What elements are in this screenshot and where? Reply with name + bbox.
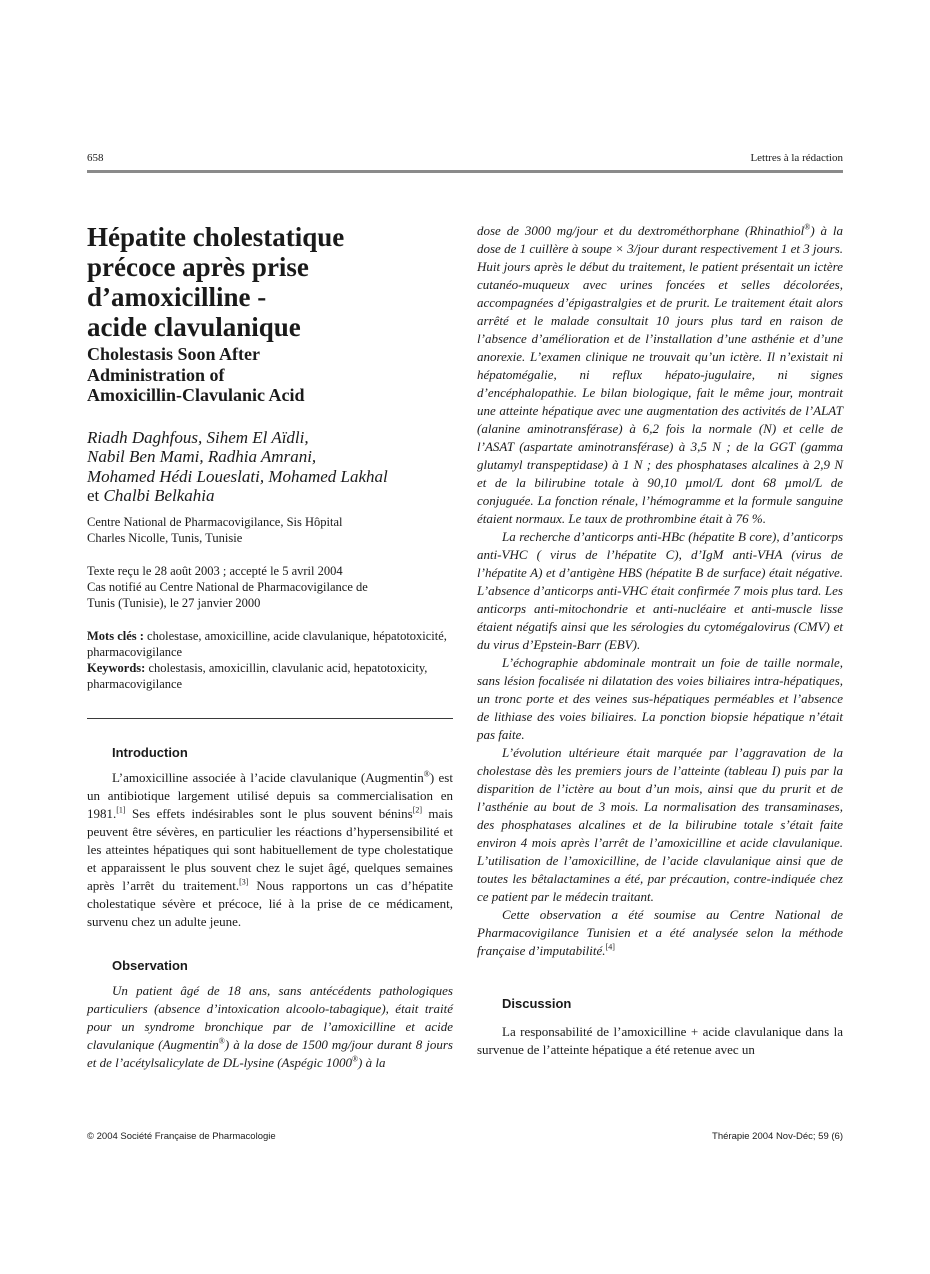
running-head: Lettres à la rédaction [750,152,843,164]
introduction-paragraph [87,769,453,931]
observation-text-right [477,222,843,960]
copyright-footer: © 2004 Société Française de Pharmacologie [87,1131,276,1142]
heading-observation: Observation [112,957,188,973]
author-line: Riadh Daghfous, Sihem El Aïdli, [87,427,309,447]
text-run: dose de 3000 mg/jour et du dextrométhorphane (Rhinathiol [477,223,805,238]
affiliation-line: Centre National de Pharmacovigilance, Sis Hôpital [87,514,343,529]
citation-ref[interactable]: [4] [605,942,615,952]
text-run: ) à la dose de 1500 mg/jour durant 8 jours et de l’acétylsalicylate de DL-lysine (Aspégic 1000 [87,1036,453,1070]
registered-mark: ® [423,769,430,779]
title-en-line: Administration of [87,364,225,385]
observation-paragraph-continued [477,222,843,528]
article-title-fr [87,222,453,342]
received-line: Texte reçu le 28 août 2003 ; accepté le 5 avril 2004 [87,563,343,578]
keywords-block [87,628,453,692]
received-line: Tunis (Tunisie), le 27 janvier 2000 [87,595,261,610]
affiliation [87,514,453,546]
observation-paragraph: L’évolution ultérieure était marquée par l’aggravation de la cholestase dès les premiers jours de l’atteinte (tableau I) puis par la disparition de l’ictère au bout d’un mois, ainsi que du prurit et de l’asthénie au bout de 3 mois. La normalisation des transaminases, des phosphatases alcalines et de la bilirubine totale s’était faite environ 4 mois après l’arrêt de l’amoxicilline et acide clavulanique. L’utilisation de l’amoxicilline, de l’acide clavulanique ainsi que de toutes les bêtalactamines a été, par précaution, contre-indiquée chez ce patient par le médecin traitant. [477,745,843,904]
right-column [477,222,843,1059]
section-divider [87,718,453,719]
received-line: Cas notifié au Centre National de Pharmacovigilance de [87,579,368,594]
text-run: Un patient âgé de 18 ans, sans antécédents pathologiques particuliers (absence d’intoxication alcoolo-tabagique), était traité pour un syndrome bronchique par de l’amoxicilline et acide clavulanique (Augmentin [87,982,453,1052]
citation-ref[interactable]: [3] [239,877,249,887]
keywords-en [87,660,453,692]
citation-ref[interactable]: [2] [412,805,423,815]
text-run: mais peuvent être sévères, en particulier les réactions d’hypersensibilité et les atteintes hépatiques qui sont habituellement de type cholestatique et apparaissent le plus souvent chez le sujet âgé, quelques semaines après l’arrêt du traitement. [87,805,453,893]
heading-discussion: Discussion [502,996,572,1011]
observation-paragraph [87,982,453,1072]
registered-mark: ® [351,1054,359,1064]
observation-paragraph: La recherche d’anticorps anti-HBc (hépatite B core), d’anticorps anti-VHC ( virus de l’hépatite C), d’IgM anti-VHA (virus de l’hépatite A) et d’antigène HBS (hépatite B de surface) était négative. L’absence d’anticorps anti-VHC était confirmée 7 mois plus tard. Les anticorps anti-mitochondrie et anti-nucléaire et anti-muscle lisse étaient négatifs ainsi que les sérologies du cytomégalovirus (CMV) et du virus d’Epstein-Barr (EBV). [477,529,843,652]
affiliation-line: Charles Nicolle, Tunis, Tunisie [87,530,243,545]
author-line: Nabil Ben Mami, Radhia Amrani, [87,447,317,466]
author-conjunction: et [87,486,100,505]
title-en-line: Amoxicillin-Clavulanic Acid [87,385,305,405]
title-fr-line: acide clavulanique [87,312,301,342]
left-column [87,222,453,1072]
discussion-text [477,1023,843,1059]
discussion-paragraph: La responsabilité de l’amoxicilline + acide clavulanique dans la survenue de l’atteinte hépatique a été retenue avec un [477,1024,843,1057]
observation-paragraph: L’échographie abdominale montrait un foie de taille normale, sans lésion focalisée ni dilatation des voies biliaires intra-hépatiques, un tronc porte et des veines sus-hépatiques perméables et l’absence de lithiase des voies biliaires. La ponction biopsie hépatique n’était pas faite. [477,655,843,742]
text-run: ) à la dose de 1 cuillère à soupe × 3/jour durant respectivement 1 et 3 jours. Huit jours après le début du traitement, le patient présentait un ictère cutanéo-muqueux avec urines foncées et selles décolorées, accompagnées d’épigastralgies et de prurit. Le traitement était alors arrêté et le malade consultait 10 jours plus tard en raison de l’absence d’amélioration et de l’installation d’une asthénie et d’une anorexie. L’examen clinique ne trouvait qu’un ictère. Il n’existait ni hépatomégalie, ni reflux hépato-jugulaire, ni signes d’encéphalopathie. Le bilan biologique, fait le même jour, montrait une atteinte hépatique avec une augmentation des activités de l’ALAT (alanine aminotransférase) à 6,2 fois la normale (N) et celle de l’ASAT (aspartate aminotransférase) à 3,5 N ; de la GGT (gamma glutamyl transpeptidase) à 1 N ; des phosphatases alcalines à 2,9 N et de la bilirubine totale à 90,10 µmol/L dont 68 µmol/L de conjuguée. La fonction rénale, l’hémogramme et la formule sanguine étaient normaux. Le taux de prothrombine était à 76 %. [477,223,843,526]
text-run: ) est un antibiotique largement utilisé depuis sa commercialisation en 1981. [87,769,453,821]
author-last: Chalbi Belkahia [103,486,215,505]
article-title-en [87,344,453,406]
title-fr-line: précoce après prise [87,252,309,282]
text-run: ) à la [358,1054,386,1070]
header-rule [87,170,843,173]
title-fr-line: d’amoxicilline - [87,282,267,312]
title-en-line: Cholestasis Soon After [87,344,261,364]
keywords-en-label: Keywords: [87,660,146,675]
observation-paragraph [477,906,843,960]
keywords-fr-text: cholestase, amoxicilline, acide clavulanique, hépatotoxicité, pharmacovigilance [87,628,447,659]
page-number: 658 [87,152,104,164]
keywords-fr [87,628,453,660]
heading-introduction: Introduction [112,744,188,760]
author-line: Mohamed Hédi Loueslati, Mohamed Lakhal [87,466,388,486]
introduction-text [87,769,453,931]
text-run: Nous rapportons un cas d’hépatite cholestatique sévère et précoce, lié à la prise de ce médicament, survenu chez un adulte jeune. [87,877,453,929]
registered-mark: ® [218,1036,225,1046]
received-info [87,563,453,611]
journal-citation-footer: Thérapie 2004 Nov-Déc; 59 (6) [712,1131,843,1142]
text-run: Ses effets indésirables sont le plus souvent bénins [125,805,413,821]
text-run: L’amoxicilline associée à l’acide clavulanique (Augmentin [112,769,424,785]
registered-mark: ® [804,222,811,232]
author-list [87,428,453,506]
text-run: Cette observation a été soumise au Centre National de Pharmacovigilance Tunisien et a été analysée selon la méthode française d’imputabilité. [477,907,843,958]
citation-ref[interactable]: [1] [116,805,126,815]
observation-text-left [87,982,453,1072]
title-fr-line: Hépatite cholestatique [87,222,345,252]
keywords-en-text: cholestasis, amoxicillin, clavulanic acid, hepatotoxicity, pharmacovigilance [87,660,428,691]
keywords-fr-label: Mots clés : [87,628,144,643]
